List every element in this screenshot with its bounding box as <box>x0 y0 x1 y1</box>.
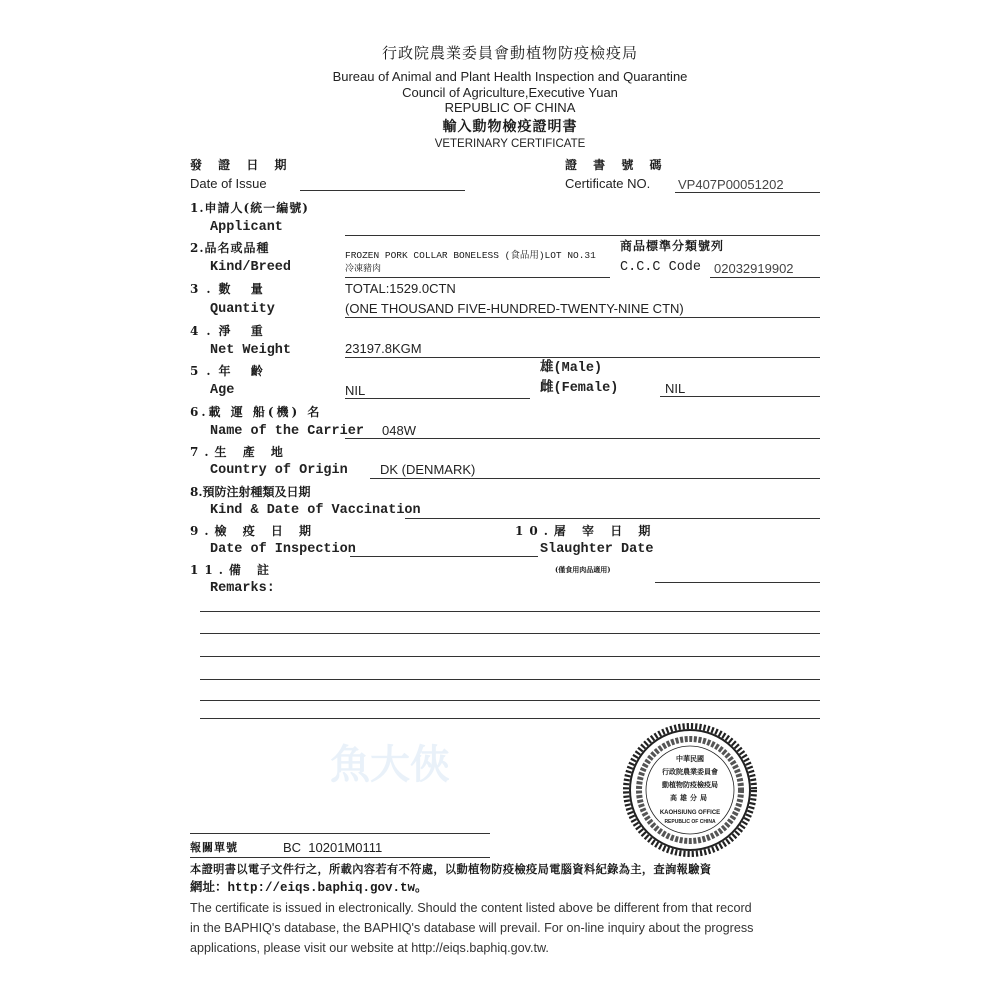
remarks-line <box>200 633 820 634</box>
female-label: 雌(Female) <box>540 381 619 396</box>
notice-zh: 本證明書以電子文件行之，所載內容若有不符處，以動植物防疫檢疫局電腦資料紀錄為主，查詢報驗資 <box>190 862 712 876</box>
seal-line: 中華民國 <box>676 755 704 763</box>
origin-line <box>370 478 820 479</box>
council-title: Council of Agriculture,Executive Yuan <box>402 85 618 100</box>
slaughter-date-note: (僅食用肉品適用) <box>555 565 611 574</box>
net-weight-label-zh: 4.淨 重 <box>190 324 271 338</box>
notice-en: in the BAPHIQ's database, the BAPHIQ's database will prevail. For on-line inquiry about the progress <box>190 921 754 935</box>
seal-line: 行政院農業委員會 <box>662 768 718 776</box>
carrier-label-zh: 6.載 運 船(機) 名 <box>190 405 323 419</box>
document-title-zh: 輸入動物檢疫證明書 <box>442 119 578 135</box>
carrier-value: 048W <box>382 423 416 438</box>
origin-label: Country of Origin <box>210 463 348 478</box>
date-of-issue-label-zh: 發 證 日 期 <box>190 158 293 172</box>
country-title: REPUBLIC OF CHINA <box>444 100 576 115</box>
age-label: Age <box>210 383 235 398</box>
remarks-line <box>200 700 820 701</box>
inspection-date-label: Date of Inspection <box>210 542 356 557</box>
remarks-line <box>200 611 820 612</box>
remarks-line <box>200 656 820 657</box>
certificate-no-label: Certificate NO. <box>565 176 651 191</box>
age-line <box>345 398 530 399</box>
remarks-label: Remarks: <box>210 581 275 596</box>
kind-label: Kind/Breed <box>210 260 292 275</box>
inspection-date-label-zh: 9.檢 疫 日 期 <box>190 524 318 538</box>
agency-title-en: Bureau of Animal and Plant Health Inspection and Quarantine <box>332 69 688 84</box>
date-of-issue-line <box>300 190 465 191</box>
remarks-line <box>200 679 820 680</box>
remarks-line <box>655 582 820 583</box>
female-line <box>660 396 820 397</box>
footer-top-line <box>190 833 490 834</box>
remarks-label-zh: 11.備 註 <box>190 563 276 577</box>
document-title-en: VETERINARY CERTIFICATE <box>434 138 586 150</box>
seal-office: KAOHSIUNG OFFICE <box>659 810 721 816</box>
origin-value: DK (DENMARK) <box>380 462 476 477</box>
certificate-no-value: VP407P00051202 <box>678 177 784 192</box>
age-value: NIL <box>345 383 366 398</box>
vaccination-label: Kind & Date of Vaccination <box>210 503 421 518</box>
quantity-label: Quantity <box>210 302 275 317</box>
net-weight-label: Net Weight <box>210 343 292 358</box>
quantity-line <box>345 317 820 318</box>
seal-line: 動植物防疫檢疫局 <box>662 781 718 789</box>
kind-value-zh: 冷凍豬肉 <box>345 264 382 274</box>
certificate-no-label-zh: 證 書 號 碼 <box>565 158 668 172</box>
customs-no-value: BC 10201M0111 <box>283 840 383 855</box>
customs-no-label-zh: 報關單號 <box>190 841 238 854</box>
ccc-code-value: 02032919902 <box>714 261 794 276</box>
carrier-line <box>345 438 820 439</box>
slaughter-date-label: Slaughter Date <box>540 542 654 557</box>
certificate-no-line <box>675 192 820 193</box>
remarks-line <box>200 718 820 719</box>
ccc-code-label: C.C.C Code <box>620 260 702 275</box>
age-label-zh: 5.年 齡 <box>190 364 271 378</box>
customs-no-line <box>190 857 490 858</box>
female-value: NIL <box>665 381 686 396</box>
watermark: 魚大俠 <box>330 742 450 788</box>
ccc-code-label-zh: 商品標準分類號列 <box>620 239 725 253</box>
notice-zh-url: 網址：http://eiqs.baphiq.gov.tw。 <box>190 881 428 895</box>
kind-line <box>345 277 610 278</box>
male-label: 雄(Male) <box>540 361 603 376</box>
ccc-code-line <box>710 277 820 278</box>
origin-label-zh: 7.生 產 地 <box>190 445 289 459</box>
agency-title-zh: 行政院農業委員會動植物防疫檢疫局 <box>381 44 638 62</box>
quantity-label-zh: 3.數 量 <box>190 282 271 296</box>
seal-graphic <box>622 722 758 858</box>
inspection-date-line <box>350 556 538 557</box>
applicant-line <box>345 235 820 236</box>
quantity-total: TOTAL:1529.0CTN <box>345 281 456 296</box>
applicant-label: Applicant <box>210 220 283 235</box>
kind-label-zh: 2.品名或品種 <box>190 241 270 255</box>
carrier-label: Name of the Carrier <box>210 424 364 439</box>
notice-en: applications, please visit our website at http://eiqs.baphiq.gov.tw. <box>190 941 549 955</box>
seal-country: REPUBLIC OF CHINA <box>664 819 716 825</box>
vaccination-label-zh: 8.預防注射種類及日期 <box>190 485 311 499</box>
quantity-words: (ONE THOUSAND FIVE-HUNDRED-TWENTY-NINE CTN) <box>345 301 684 316</box>
net-weight-value: 23197.8KGM <box>345 341 422 356</box>
applicant-label-zh: 1.申請人(統一編號) <box>190 201 309 215</box>
date-of-issue-label: Date of Issue <box>190 176 267 191</box>
slaughter-date-label-zh: 10.屠 宰 日 期 <box>515 524 657 538</box>
net-weight-line <box>345 357 820 358</box>
notice-en: The certificate is issued in electronically. Should the content listed above be different from that record <box>190 901 752 915</box>
kind-value-en: FROZEN PORK COLLAR BONELESS (食品用)LOT NO.31 <box>345 250 596 261</box>
official-seal <box>622 722 758 858</box>
vaccination-line <box>405 518 820 519</box>
seal-line: 高雄分局 <box>670 794 710 802</box>
